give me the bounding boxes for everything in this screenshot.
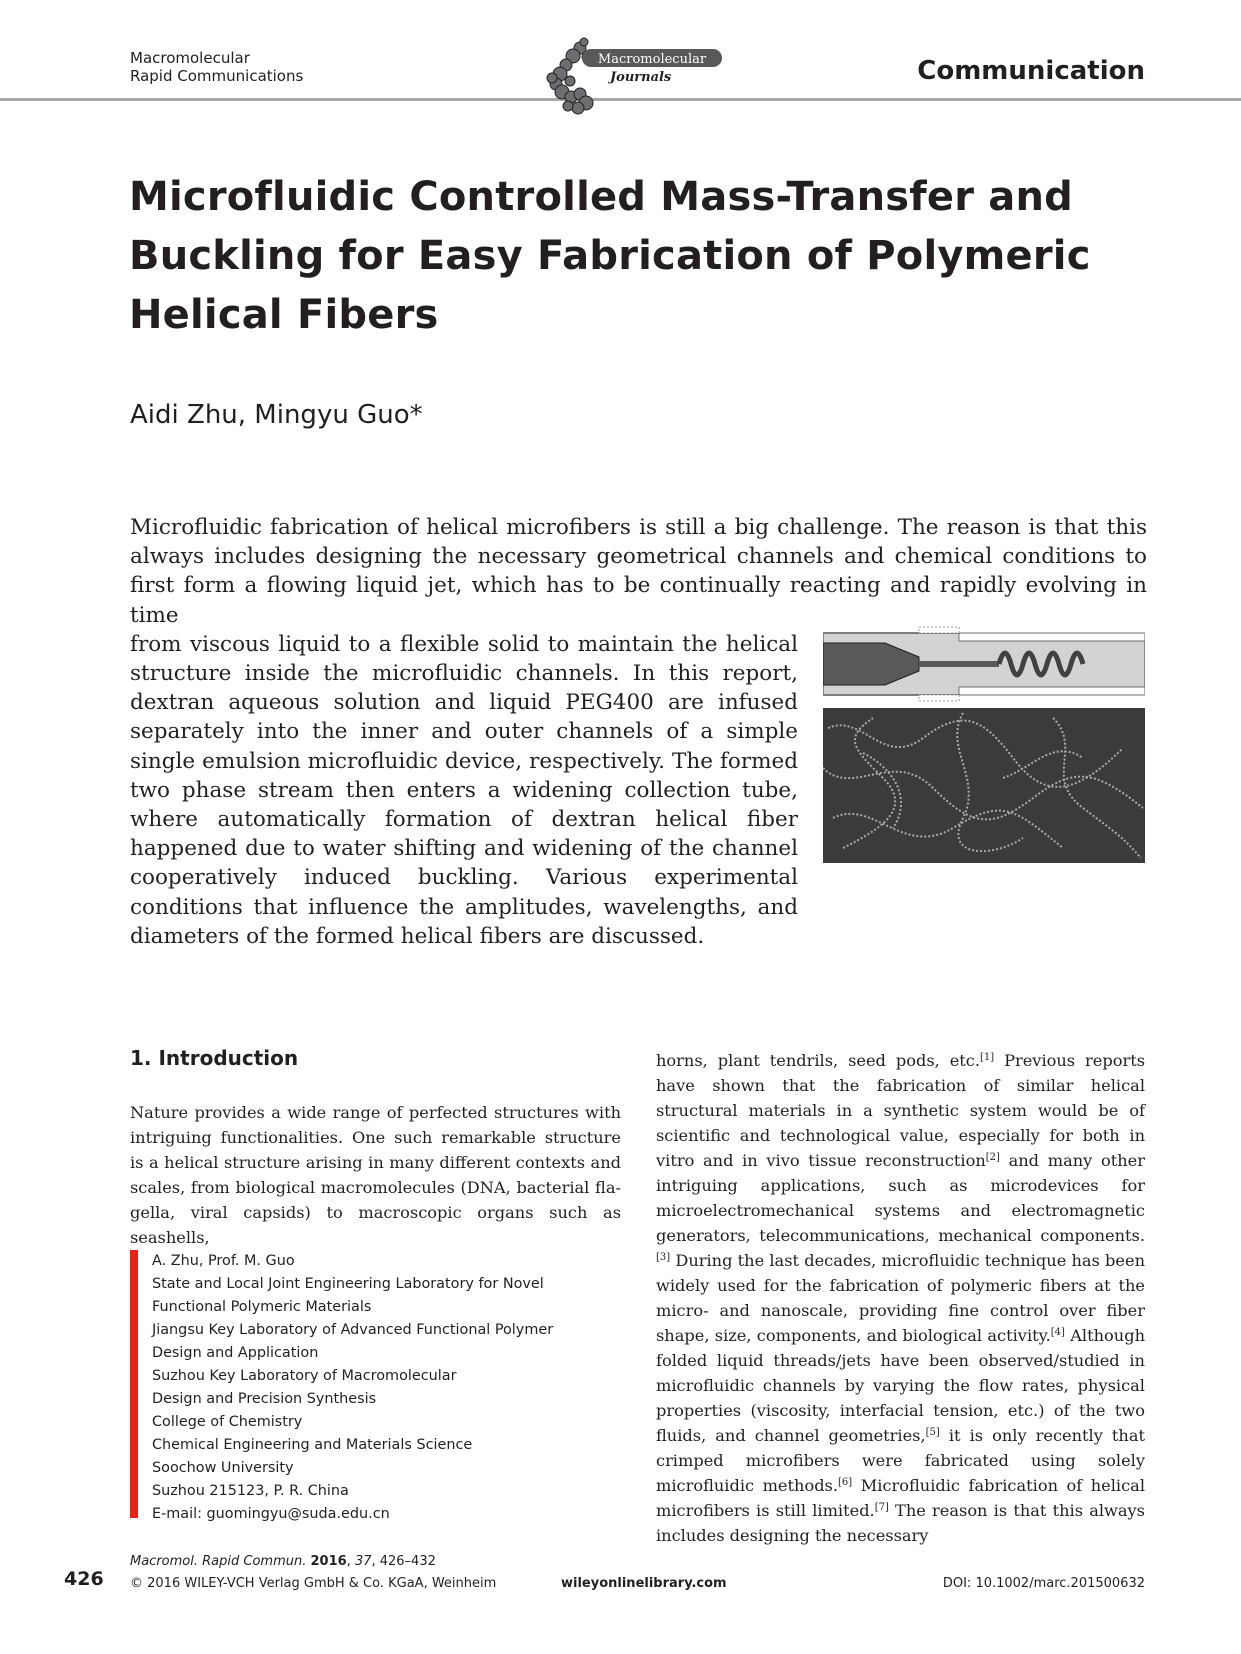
title-line: Helical Fibers bbox=[129, 292, 439, 338]
affiliation-line: Functional Polymeric Materials bbox=[152, 1299, 372, 1315]
affiliation-box bbox=[130, 1250, 622, 1522]
title-line: Buckling for Easy Fabrication of Polymeric bbox=[129, 233, 1091, 279]
intro-paragraph: Nature provides a wide range of perfected structures with intriguing functionalities. One such remarkable structure is a helical structure arising in many different contexts and scales, from biological macromolecules (DNA, bacterial flagella, viral capsids) to macroscopic organs such as seashells, bbox=[130, 1103, 621, 1247]
affiliation-line: Suzhou Key Laboratory of Macromolecular bbox=[152, 1368, 457, 1384]
citation-ref: [2] bbox=[985, 1152, 1000, 1163]
abstract-first-part: Microfluidic fabrication of helical microfibers is still a big challenge. The reason is that this always includes designing the necessary geometrical channels and chemical conditions to first form a flowing liquid jet, which has to be continually reacting and rapidly evolving in time bbox=[130, 515, 1147, 628]
journal-name-line1: Macromolecular bbox=[130, 49, 250, 67]
logo-text-line2: Journals bbox=[610, 70, 672, 85]
affiliation-line: Jiangsu Key Laboratory of Advanced Functional Polymer bbox=[152, 1322, 554, 1338]
citation-ref: [1] bbox=[980, 1052, 995, 1063]
cite-journal: Macromol. Rapid Commun. bbox=[130, 1554, 307, 1569]
abstract-second-part: from viscous liquid to a flexible solid to maintain the helical structure inside the microfluidic channels. In this report, dextran aqueous solution and liquid PEG400 are infused separately into the inner and outer channels of a simple single emulsion microfluidic device, respectively. The formed two phase stream then enters a widening collection tube, where automatically formation of dextran helical fiber happened due to water shifting and widening of the channel cooperatively induced buckling. Various experimental conditions that influence the amplitudes, wavelengths, and diameters of the formed helical fibers are discussed. bbox=[130, 631, 798, 949]
affiliation-line: College of Chemistry bbox=[152, 1414, 303, 1430]
section-heading-introduction: 1. Introduction bbox=[130, 1046, 299, 1070]
affiliation-line: Design and Application bbox=[152, 1345, 319, 1361]
title-line: Microfluidic Controlled Mass-Transfer and bbox=[129, 174, 1073, 220]
intro-right-column bbox=[656, 1048, 1145, 1548]
text-run: horns, plant tendrils, seed pods, etc. bbox=[656, 1051, 980, 1070]
affiliation-line: Design and Precision Synthesis bbox=[152, 1391, 377, 1407]
affiliation-line: A. Zhu, Prof. M. Guo bbox=[152, 1253, 295, 1269]
citation-ref: [4] bbox=[1050, 1327, 1065, 1338]
cite-volume: 37 bbox=[354, 1554, 372, 1569]
citation-line: Macromol. Rapid Commun. 2016, 37, 426–432 bbox=[130, 1554, 436, 1569]
text-run: Microfluidic fabrication of helical microfibers is still limited. bbox=[656, 1476, 1145, 1520]
affiliation-line: Suzhou 215123, P. R. China bbox=[152, 1483, 349, 1499]
journal-name bbox=[130, 49, 303, 85]
affiliation-email: E-mail: guomingyu@suda.edu.cn bbox=[152, 1506, 390, 1522]
text-run: and many other intriguing applications, such as microdevices for microelectromechanical systems and electromagnetic generators, telecommunications, mechanical components. bbox=[656, 1151, 1145, 1245]
journal-name-line2: Rapid Communications bbox=[130, 67, 304, 85]
logo-text-line1: Macromolecular bbox=[597, 52, 707, 67]
page-number: 426 bbox=[64, 1568, 104, 1590]
text-run: it is only recently that crimped microfibers were fabricated using solely microfluidic methods. bbox=[656, 1426, 1145, 1495]
citation-ref: [3] bbox=[656, 1252, 671, 1263]
cite-pages: , 426–432 bbox=[371, 1554, 436, 1569]
microfluidic-device-diagram bbox=[823, 623, 1145, 707]
authors: Aidi Zhu, Mingyu Guo* bbox=[130, 400, 423, 430]
macromolecular-journals-logo bbox=[540, 34, 724, 116]
affiliation-line: Chemical Engineering and Materials Science bbox=[152, 1437, 473, 1453]
citation-ref: [7] bbox=[874, 1502, 889, 1513]
text-run: During the last decades, microfluidic technique has been widely used for the fabrication of polymeric fibers at the micro- and nanoscale, providing fine control over fiber shape, size, components, and biological activity. bbox=[656, 1251, 1145, 1345]
doi[interactable]: DOI: 10.1002/marc.201500632 bbox=[942, 1576, 1145, 1591]
text-run: Previous reports have shown that the fabrication of similar helical structural materials in a synthetic system would be of scientific and technological value, especially for both in vitro and in vivo tissue reconstruction bbox=[656, 1051, 1146, 1170]
toc-graphic bbox=[823, 623, 1145, 863]
text-run: Although folded liquid threads/jets have been observed/studied in microfluidic channels by varying the flow rates, physical properties (viscosity, interfacial tension, etc.) of the two fluids, and channel geometries, bbox=[656, 1326, 1146, 1445]
journal-url-link[interactable]: wileyonlinelibrary.com bbox=[561, 1576, 727, 1591]
article-title bbox=[129, 168, 1109, 345]
affiliation-line: Soochow University bbox=[152, 1460, 294, 1476]
article-type: Communication bbox=[917, 56, 1145, 86]
affiliation-line: State and Local Joint Engineering Laboratory for Novel bbox=[152, 1276, 544, 1292]
text-run: The reason is that this always includes designing the necessary bbox=[656, 1501, 1145, 1545]
copyright: © 2016 WILEY-VCH Verlag GmbH & Co. KGaA, Weinheim bbox=[130, 1576, 497, 1591]
helical-fibers-micrograph bbox=[823, 708, 1145, 863]
citation-ref: [5] bbox=[925, 1427, 940, 1438]
citation-ref: [6] bbox=[838, 1477, 853, 1488]
cite-year: 2016 bbox=[310, 1554, 347, 1569]
